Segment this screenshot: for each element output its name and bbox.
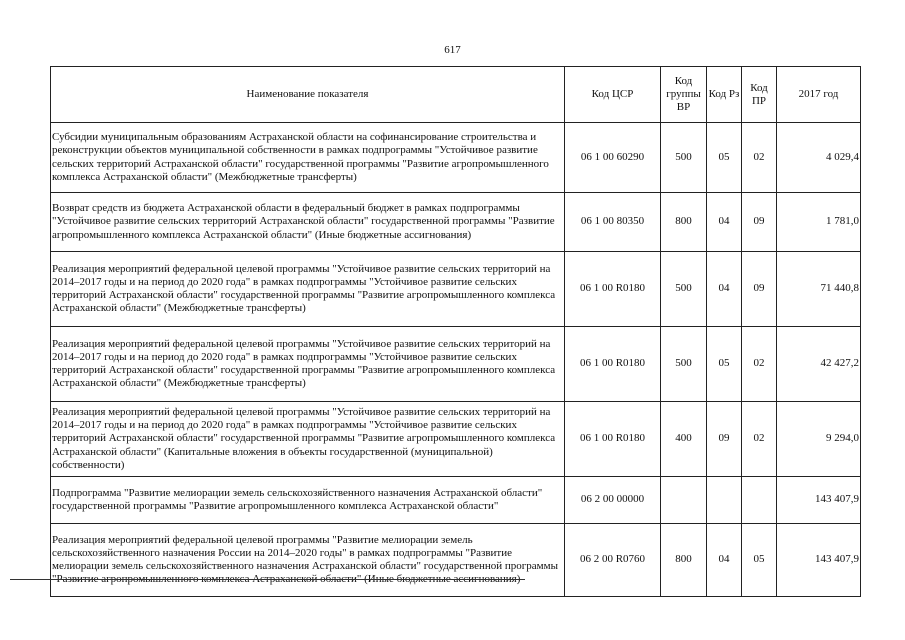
- row-name: Реализация мероприятий федеральной целевой программы "Развитие мелиорации земель сельскохозяйственного назначения России на 2014–2020 годы" в рамках подпрограммы "Развитие мелиорации земель сельскохозяйственного назначения Астраханской области" государственной программы "Развитие агропромышленного комплекса Астраханской области" (Иные бюджетные ассигнования): [51, 524, 565, 597]
- row-rz: 04: [707, 524, 742, 597]
- row-csr: 06 1 00 R0180: [565, 327, 661, 402]
- row-vr: 800: [661, 193, 707, 252]
- row-name: Субсидии муниципальным образованиям Астраханской области на софинансирование строительства и реконструкции объектов муниципальной собственности в рамках подпрограммы "Устойчивое развитие сельских территорий Астраханской области" государственной программы "Развитие агропромышленного комплекса Астраханской области" (Межбюджетные трансферты): [51, 123, 565, 193]
- row-amount: 143 407,9: [777, 477, 861, 524]
- row-csr: 06 1 00 60290: [565, 123, 661, 193]
- row-pr: 02: [742, 327, 777, 402]
- table-row: [51, 327, 861, 402]
- row-pr: 09: [742, 252, 777, 327]
- header-vr: Код группы ВР: [661, 67, 707, 123]
- row-rz: 05: [707, 123, 742, 193]
- row-csr: 06 1 00 R0180: [565, 402, 661, 477]
- row-amount: 4 029,4: [777, 123, 861, 193]
- row-csr: 06 2 00 00000: [565, 477, 661, 524]
- row-rz: 05: [707, 327, 742, 402]
- row-pr: 05: [742, 524, 777, 597]
- header-pr: Код ПР: [742, 67, 777, 123]
- horizontal-rule: [10, 579, 525, 580]
- header-rz: Код Рз: [707, 67, 742, 123]
- row-rz: [707, 477, 742, 524]
- header-year: 2017 год: [777, 67, 861, 123]
- table-row: [51, 193, 861, 252]
- row-vr: 500: [661, 252, 707, 327]
- row-name: Реализация мероприятий федеральной целевой программы "Устойчивое развитие сельских территорий на 2014–2017 годы и на период до 2020 года" в рамках подпрограммы "Устойчивое развитие сельских территорий Астраханской области" государственной программы "Развитие агропромышленного комплекса Астраханской области" (Межбюджетные трансферты): [51, 252, 565, 327]
- row-vr: 800: [661, 524, 707, 597]
- row-amount: 42 427,2: [777, 327, 861, 402]
- row-name: Возврат средств из бюджета Астраханской области в федеральный бюджет в рамках подпрограммы "Устойчивое развитие сельских территорий Астраханской области" государственной программы "Развитие агропромышленного комплекса Астраханской области" (Иные бюджетные ассигнования): [51, 193, 565, 252]
- page-number: 617: [444, 44, 461, 56]
- row-vr: 400: [661, 402, 707, 477]
- row-name: Подпрограмма "Развитие мелиорации земель сельскохозяйственного назначения Астраханской области" государственной программы "Развитие агропромышленного комплекса Астраханской области": [51, 477, 565, 524]
- table-row: [51, 402, 861, 477]
- row-pr: 02: [742, 123, 777, 193]
- header-name: Наименование показателя: [51, 67, 565, 123]
- row-vr: [661, 477, 707, 524]
- row-amount: 71 440,8: [777, 252, 861, 327]
- row-amount: 143 407,9: [777, 524, 861, 597]
- row-amount: 9 294,0: [777, 402, 861, 477]
- row-pr: 09: [742, 193, 777, 252]
- row-amount: 1 781,0: [777, 193, 861, 252]
- table-header-row: [51, 67, 861, 123]
- budget-table: [50, 66, 861, 597]
- table-row: [51, 123, 861, 193]
- row-vr: 500: [661, 123, 707, 193]
- row-csr: 06 1 00 R0180: [565, 252, 661, 327]
- row-rz: 04: [707, 193, 742, 252]
- row-rz: 09: [707, 402, 742, 477]
- row-rz: 04: [707, 252, 742, 327]
- row-name: Реализация мероприятий федеральной целевой программы "Устойчивое развитие сельских территорий на 2014–2017 годы и на период до 2020 года" в рамках подпрограммы "Устойчивое развитие сельских территорий Астраханской области" государственной программы "Развитие агропромышленного комплекса Астраханской области" (Капитальные вложения в объекты государственной (муниципальной) собственности): [51, 402, 565, 477]
- table-row: [51, 477, 861, 524]
- row-pr: 02: [742, 402, 777, 477]
- row-vr: 500: [661, 327, 707, 402]
- row-pr: [742, 477, 777, 524]
- row-csr: 06 1 00 80350: [565, 193, 661, 252]
- header-csr: Код ЦСР: [565, 67, 661, 123]
- row-name: Реализация мероприятий федеральной целевой программы "Устойчивое развитие сельских территорий на 2014–2017 годы и на период до 2020 года" в рамках подпрограммы "Устойчивое развитие сельских территорий Астраханской области" государственной программы "Развитие агропромышленного комплекса Астраханской области" (Межбюджетные трансферты): [51, 327, 565, 402]
- table-row: [51, 252, 861, 327]
- table-row: [51, 524, 861, 597]
- row-csr: 06 2 00 R0760: [565, 524, 661, 597]
